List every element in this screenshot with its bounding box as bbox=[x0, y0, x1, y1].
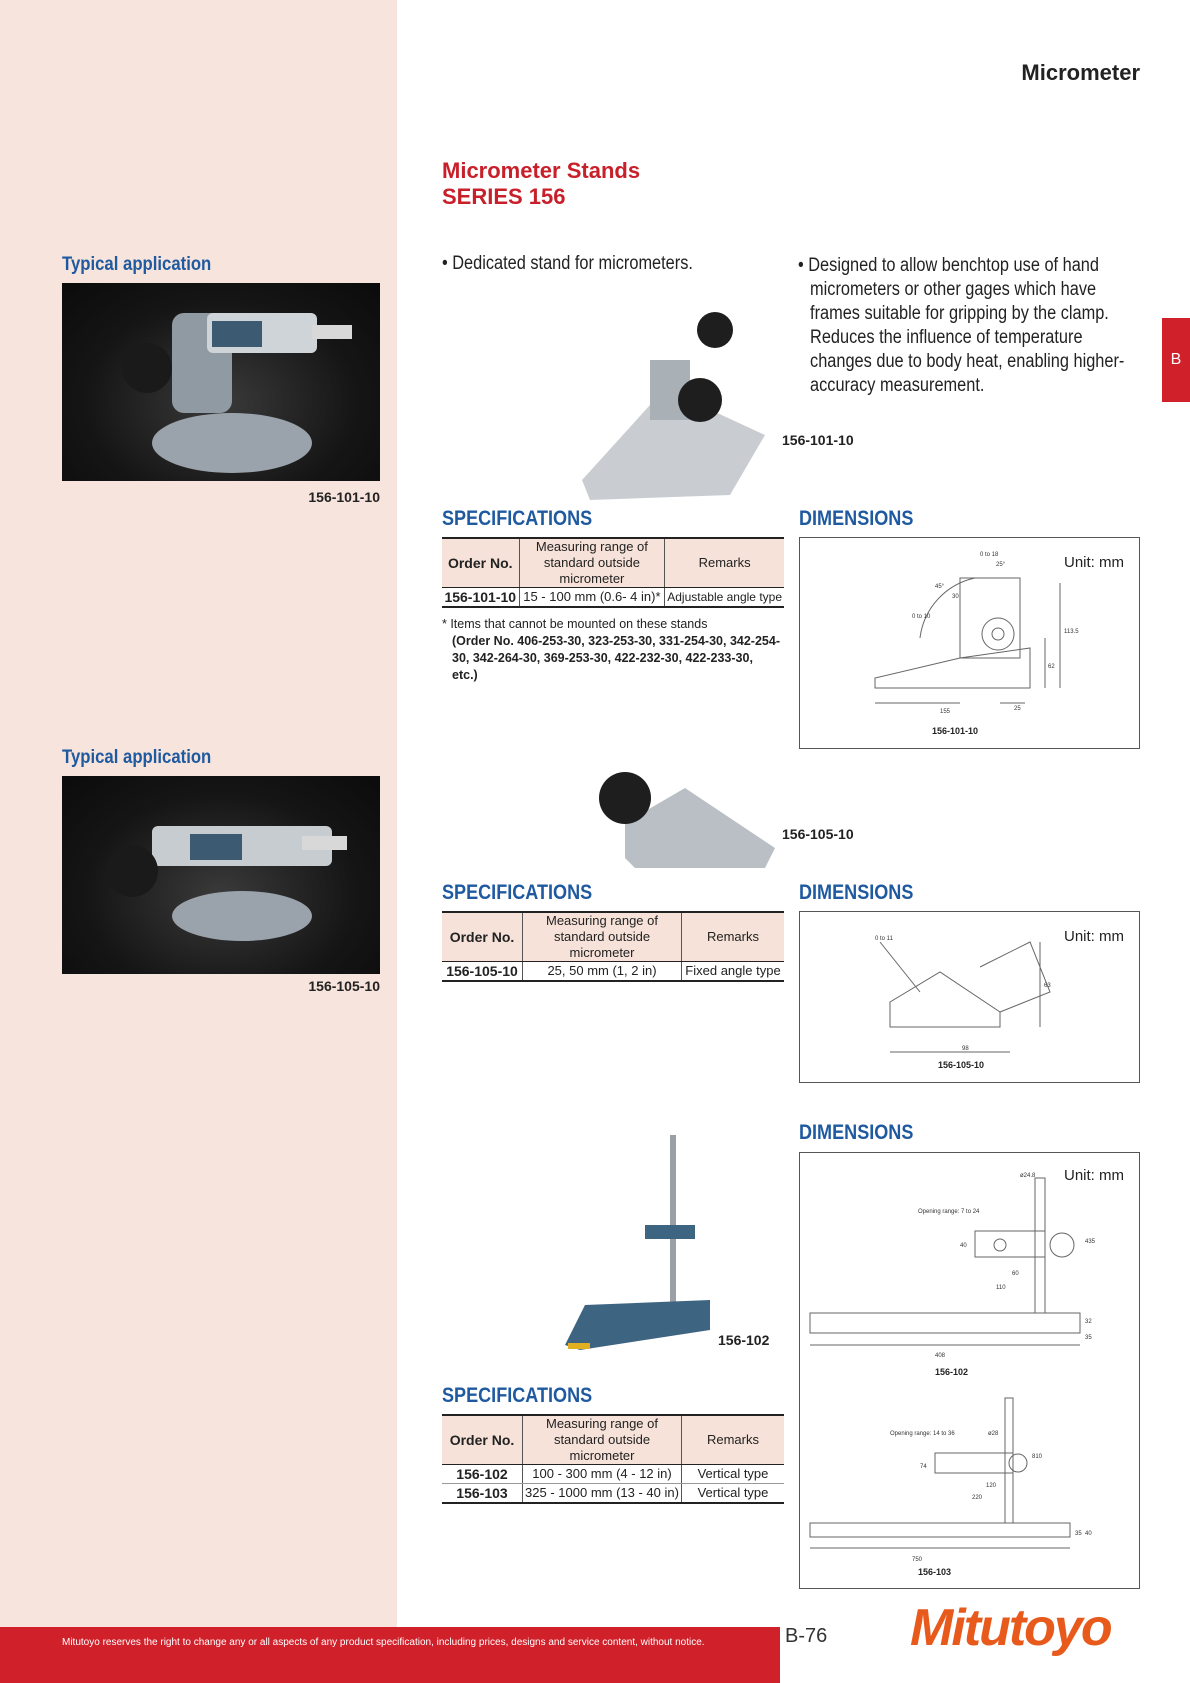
application-photo-2 bbox=[62, 776, 380, 974]
vertical-stand-image bbox=[560, 1135, 710, 1365]
product-caption-3: 156-102 bbox=[718, 1332, 770, 1348]
product-image-156-101-10 bbox=[570, 305, 770, 505]
col-order-no: Order No. bbox=[442, 912, 523, 962]
vertical-stand-outline-drawing bbox=[800, 1153, 1139, 1588]
application-title-1: Typical application bbox=[62, 254, 212, 275]
dimensions-heading-2: DIMENSIONS bbox=[799, 881, 914, 904]
note-intro: * Items that cannot be mounted on these stands bbox=[442, 617, 708, 631]
application-caption-2: 156-105-10 bbox=[308, 978, 380, 994]
table-row bbox=[442, 1465, 784, 1484]
product-title-line1: Micrometer Stands bbox=[442, 158, 641, 183]
dim-label: ø24.8 bbox=[1020, 1173, 1036, 1179]
micrometer-on-stand-image bbox=[62, 776, 380, 974]
remarks: Adjustable angle type bbox=[665, 588, 784, 608]
spec-table-3 bbox=[442, 1414, 784, 1504]
product-caption-1: 156-101-10 bbox=[782, 432, 854, 448]
fixed-angle-stand-image bbox=[595, 768, 775, 868]
remarks: Vertical type bbox=[682, 1484, 785, 1504]
dim-label: 810 bbox=[1032, 1454, 1043, 1460]
adjustable-stand-image bbox=[570, 305, 770, 505]
bullet-right: • Designed to allow benchtop use of hand micrometers or other gages which have frames suitable for gripping by the clamp. Reduces the influence of temperature changes due to body heat, enabling higher-accuracy measurement. bbox=[798, 255, 1125, 396]
unit-label: Unit: mm bbox=[1064, 1167, 1124, 1184]
dim-label: 110 bbox=[996, 1285, 1006, 1291]
dim-label: 155 bbox=[940, 709, 951, 715]
drawing-caption-1: 156-101-10 bbox=[932, 726, 979, 736]
micrometer-on-stand-image bbox=[62, 283, 380, 481]
drawing-caption-4: 156-103 bbox=[918, 1567, 952, 1577]
order-no: 156-105-10 bbox=[442, 962, 523, 982]
fixed-stand-outline-drawing bbox=[800, 912, 1139, 1082]
dim-label: 35 bbox=[1075, 1531, 1082, 1537]
spec-note bbox=[442, 616, 782, 684]
specifications-heading-3: SPECIFICATIONS bbox=[442, 1384, 593, 1407]
application-title-2: Typical application bbox=[62, 747, 212, 768]
dim-label: 40 bbox=[1085, 1531, 1092, 1537]
product-series: SERIES 156 bbox=[442, 184, 566, 209]
dim-label: 63 bbox=[1044, 983, 1051, 989]
col-order-no: Order No. bbox=[442, 1415, 523, 1465]
application-photo-1 bbox=[62, 283, 380, 481]
dimensions-heading-3: DIMENSIONS bbox=[799, 1121, 914, 1144]
dim-label: 60 bbox=[1012, 1271, 1019, 1277]
col-range: Measuring range of standard outside micrometer bbox=[523, 1415, 682, 1465]
range: 25, 50 mm (1, 2 in) bbox=[523, 962, 682, 982]
order-no: 156-101-10 bbox=[442, 588, 519, 608]
col-range: Measuring range of standard outside micrometer bbox=[519, 538, 665, 588]
dim-label: 408 bbox=[935, 1353, 946, 1359]
col-range: Measuring range of standard outside micrometer bbox=[523, 912, 682, 962]
stand-outline-drawing bbox=[800, 538, 1139, 748]
range: 15 - 100 mm (0.6- 4 in)* bbox=[519, 588, 665, 608]
section-tab: B bbox=[1162, 318, 1190, 402]
bullet-left: • Dedicated stand for micrometers. bbox=[442, 253, 693, 274]
col-remarks: Remarks bbox=[665, 538, 784, 588]
product-image-156-105-10 bbox=[595, 768, 775, 868]
remarks: Fixed angle type bbox=[682, 962, 785, 982]
dim-label: 435 bbox=[1085, 1239, 1096, 1245]
dim-label: 113.5 bbox=[1064, 629, 1079, 635]
order-no: 156-103 bbox=[442, 1484, 523, 1504]
product-title bbox=[442, 158, 640, 210]
dim-label: 25 bbox=[1014, 706, 1021, 712]
dim-label: 220 bbox=[972, 1495, 983, 1501]
dim-label: 62 bbox=[1048, 664, 1055, 670]
dim-label: 750 bbox=[912, 1557, 923, 1563]
spec-table-1 bbox=[442, 537, 784, 608]
dim-label: 98 bbox=[962, 1046, 969, 1052]
footer-disclaimer: Mitutoyo reserves the right to change any or all aspects of any product specification, including prices, designs and service content, without notice. bbox=[62, 1637, 705, 1648]
specifications-heading-2: SPECIFICATIONS bbox=[442, 881, 593, 904]
dim-label: 74 bbox=[920, 1464, 927, 1470]
dim-label: 0 to 10 bbox=[912, 614, 931, 620]
dim-label: 120 bbox=[986, 1483, 997, 1489]
col-order-no: Order No. bbox=[442, 538, 519, 588]
dim-label: 0 to 11 bbox=[875, 936, 893, 942]
range: 325 - 1000 mm (13 - 40 in) bbox=[523, 1484, 682, 1504]
dimension-drawing-1 bbox=[799, 537, 1140, 749]
dim-label: 40 bbox=[960, 1243, 967, 1249]
dim-label: Opening range: 7 to 24 bbox=[918, 1209, 980, 1215]
range: 100 - 300 mm (4 - 12 in) bbox=[523, 1465, 682, 1484]
footer-bar bbox=[0, 1627, 780, 1683]
product-image-156-102 bbox=[560, 1135, 710, 1365]
dimensions-heading-1: DIMENSIONS bbox=[799, 507, 914, 530]
category-header: Micrometer bbox=[1021, 60, 1140, 85]
dimension-drawing-2 bbox=[799, 911, 1140, 1083]
dim-label: 0 to 18 bbox=[980, 552, 999, 558]
dim-label: 30 bbox=[952, 594, 959, 600]
dim-label: Opening range: 14 to 36 bbox=[890, 1431, 955, 1437]
dim-label: 32 bbox=[1085, 1319, 1092, 1325]
table-row bbox=[442, 962, 784, 982]
table-row bbox=[442, 1484, 784, 1504]
page-number: B-76 bbox=[785, 1625, 828, 1647]
dim-label: ø28 bbox=[988, 1431, 999, 1437]
col-remarks: Remarks bbox=[682, 912, 785, 962]
remarks: Vertical type bbox=[682, 1465, 785, 1484]
spec-table-2 bbox=[442, 911, 784, 982]
table-row bbox=[442, 588, 784, 608]
unit-label: Unit: mm bbox=[1064, 928, 1124, 945]
unit-label: Unit: mm bbox=[1064, 554, 1124, 571]
application-caption-1: 156-101-10 bbox=[308, 489, 380, 505]
dim-label: 35 bbox=[1085, 1335, 1092, 1341]
dim-label: 45° bbox=[935, 584, 945, 590]
note-items: (Order No. 406-253-30, 323-253-30, 331-254-30, 342-254-30, 342-264-30, 369-253-30, 422-232-30, 422-233-30, etc.) bbox=[452, 634, 780, 682]
col-remarks: Remarks bbox=[682, 1415, 785, 1465]
drawing-caption-3: 156-102 bbox=[935, 1367, 969, 1377]
specifications-heading-1: SPECIFICATIONS bbox=[442, 507, 593, 530]
mitutoyo-logo: Mitutoyo bbox=[910, 1599, 1111, 1657]
product-caption-2: 156-105-10 bbox=[782, 826, 854, 842]
dimension-drawing-3 bbox=[799, 1152, 1140, 1589]
drawing-caption-2: 156-105-10 bbox=[938, 1060, 985, 1070]
dim-label: 25° bbox=[996, 562, 1006, 568]
order-no: 156-102 bbox=[442, 1465, 523, 1484]
